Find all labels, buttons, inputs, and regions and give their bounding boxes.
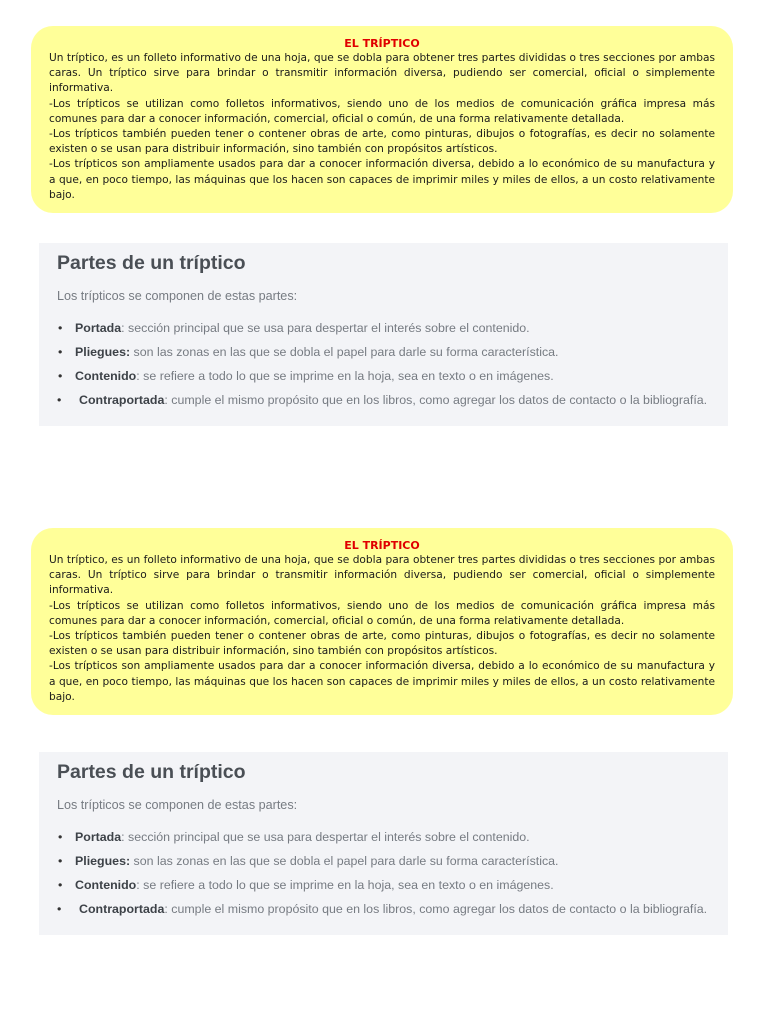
info-paragraph: -Los trípticos son ampliamente usados para dar a conocer información diversa, debido a lo económico de su manufactura y a que, en poco tiempo, las máquinas que los hacen son capaces de imprimir miles y miles de ellos, a un costo relativamente bajo.: [49, 158, 715, 201]
part-term: Contraportada: [79, 902, 165, 916]
part-desc: sección principal que se usa para despertar el interés sobre el contenido.: [124, 830, 530, 844]
part-desc: se refiere a todo lo que se imprime en la hoja, sea en texto o en imágenes.: [139, 878, 554, 892]
part-term: Contenido: [75, 369, 137, 383]
parts-section-1: [39, 243, 728, 426]
list-item: • Contenido: se refiere a todo lo que se imprime en la hoja, sea en texto o en imágenes.: [75, 877, 714, 894]
part-desc: son las zonas en las que se dobla el papel para darle su forma característica.: [130, 345, 559, 359]
part-term: Contenido: [75, 878, 137, 892]
list-item: • Contenido: se refiere a todo lo que se imprime en la hoja, sea en texto o en imágenes.: [75, 368, 714, 385]
list-item: • Portada: sección principal que se usa para despertar el interés sobre el contenido.: [75, 320, 714, 337]
info-paragraph: Un tríptico, es un folleto informativo de una hoja, que se dobla para obtener tres partes divididas o tres secciones por ambas caras. Un tríptico sirve para brindar o transmitir información diversa, pudiendo ser comercial, oficial o simplemente informativa.: [49, 554, 715, 597]
part-desc: cumple el mismo propósito que en los libros, como agregar los datos de contacto o la bibliografía.: [167, 393, 708, 407]
part-term: Pliegues:: [75, 345, 131, 359]
parts-list: [57, 320, 714, 409]
info-paragraph: -Los trípticos se utilizan como folletos informativos, siendo uno de los medios de comunicación gráfica impresa más comunes para dar a conocer información, comercial, oficial o común, de una forma relativamente detallada.: [49, 599, 715, 627]
list-item: • Contraportada: cumple el mismo propósito que en los libros, como agregar los datos de contacto o la bibliografía.: [57, 392, 714, 409]
parts-intro: Los trípticos se componen de estas partes:: [57, 289, 298, 303]
part-desc: cumple el mismo propósito que en los libros, como agregar los datos de contacto o la bibliografía.: [167, 902, 708, 916]
parts-list: [57, 829, 714, 918]
parts-intro: Los trípticos se componen de estas partes:: [57, 798, 298, 812]
part-term: Portada: [75, 321, 122, 335]
info-paragraph: -Los trípticos se utilizan como folletos informativos, siendo uno de los medios de comunicación gráfica impresa más comunes para dar a conocer información, comercial, oficial o común, de una forma relativamente detallada.: [49, 97, 715, 125]
part-desc: se refiere a todo lo que se imprime en la hoja, sea en texto o en imágenes.: [139, 369, 554, 383]
list-item: [75, 853, 714, 870]
part-term: Contraportada: [79, 393, 165, 407]
info-paragraph: -Los trípticos también pueden tener o contener obras de arte, como pinturas, dibujos o fotografías, es decir no solamente existen o se usan para distribuir información, sino también con propósitos artísticos.: [49, 630, 715, 658]
parts-section-2: [39, 752, 728, 935]
info-title: EL TRÍPTICO: [344, 37, 420, 50]
list-item: • Portada: sección principal que se usa para despertar el interés sobre el contenido.: [75, 829, 714, 846]
parts-heading: Partes de un tríptico: [57, 761, 246, 783]
triptico-info-box-2: [31, 528, 733, 715]
info-title: EL TRÍPTICO: [344, 539, 420, 552]
parts-heading: Partes de un tríptico: [57, 252, 246, 274]
list-item: • Contraportada: cumple el mismo propósito que en los libros, como agregar los datos de contacto o la bibliografía.: [57, 901, 714, 918]
info-paragraph: -Los trípticos también pueden tener o contener obras de arte, como pinturas, dibujos o fotografías, es decir no solamente existen o se usan para distribuir información, sino también con propósitos artísticos.: [49, 128, 715, 156]
part-term: Pliegues:: [75, 854, 131, 868]
part-desc: son las zonas en las que se dobla el papel para darle su forma característica.: [130, 854, 559, 868]
info-paragraph: Un tríptico, es un folleto informativo de una hoja, que se dobla para obtener tres partes divididas o tres secciones por ambas caras. Un tríptico sirve para brindar o transmitir información diversa, pudiendo ser comercial, oficial o simplemente informativa.: [49, 52, 715, 95]
info-paragraph: -Los trípticos son ampliamente usados para dar a conocer información diversa, debido a lo económico de su manufactura y a que, en poco tiempo, las máquinas que los hacen son capaces de imprimir miles y miles de ellos, a un costo relativamente bajo.: [49, 660, 715, 703]
part-term: Portada: [75, 830, 122, 844]
triptico-info-box-1: [31, 26, 733, 213]
list-item: [75, 344, 714, 361]
part-desc: sección principal que se usa para despertar el interés sobre el contenido.: [124, 321, 530, 335]
